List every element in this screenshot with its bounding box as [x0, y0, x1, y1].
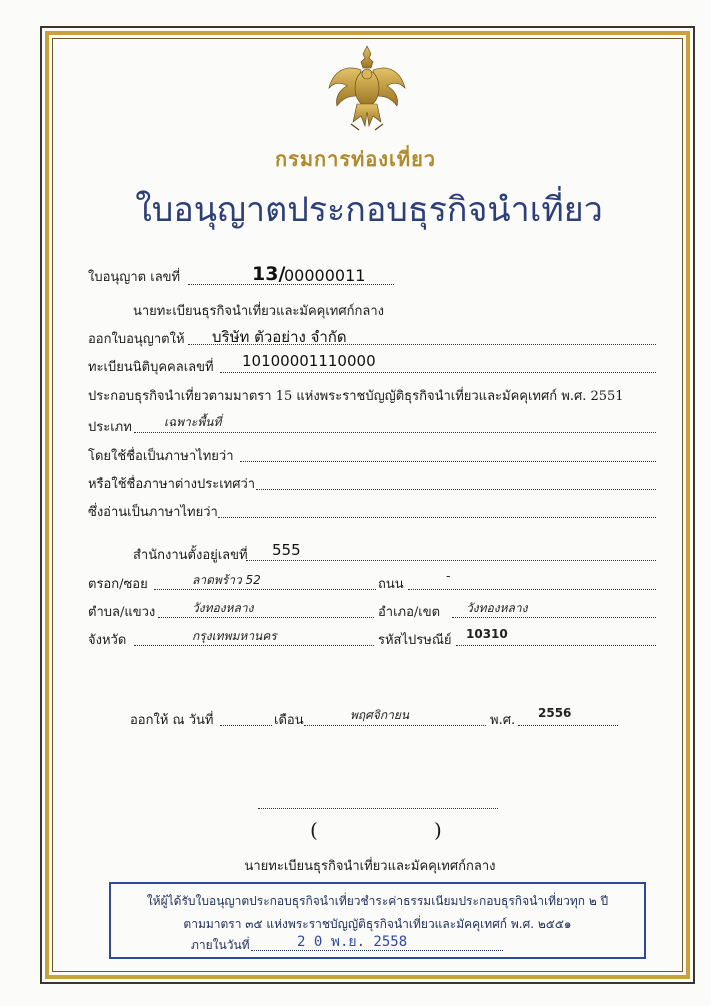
type-line: [134, 432, 656, 433]
issue-year-value: 2556: [538, 706, 572, 720]
soi-label: ตรอก/ซอย: [88, 577, 148, 592]
license-number-label: ใบอนุญาต เลขที่: [88, 270, 181, 285]
foreign-name-line: [256, 489, 656, 490]
reading-line: [218, 517, 656, 518]
issue-month-label: เดือน: [274, 713, 304, 728]
type-value: เฉพาะพื้นที่: [164, 415, 222, 429]
issued-to-value: บริษัท ตัวอย่าง จำกัด: [212, 328, 347, 346]
office-value: 555: [272, 541, 301, 559]
notice-due-label: ภายในวันที่: [191, 938, 250, 952]
issue-year-line: [518, 725, 618, 726]
office-label: สำนักงานตั้งอยู่เลขที่: [133, 548, 248, 563]
notice-line-1: ให้ผู้ได้รับใบอนุญาตประกอบธุรกิจนำเที่ยวชำระค่าธรรมเนียมประกอบธุรกิจนำเที่ยวทุก ๒ ปี: [146, 894, 609, 908]
department-name: กรมการท่องเที่ยว: [274, 147, 437, 171]
province-label: จังหวัด: [88, 633, 127, 648]
subdistrict-line: [158, 617, 374, 618]
soi-line: [154, 589, 376, 590]
license-number-prefix: 13/: [252, 263, 286, 285]
foreign-name-label: หรือใช้ชื่อภาษาต่างประเทศว่า: [88, 477, 256, 492]
signer-title: นายทะเบียนธุรกิจนำเที่ยวและมัคคุเทศก์กลาง: [244, 859, 496, 874]
thai-name-line: [240, 461, 656, 462]
office-line: [246, 560, 656, 561]
signature-close-paren: ): [434, 818, 442, 842]
registrar-line: นายทะเบียนธุรกิจนำเที่ยวและมัคคุเทศก์กลาง: [133, 304, 384, 319]
fee-notice-box: [109, 882, 646, 959]
license-number-value: 00000011: [284, 266, 366, 285]
thai-name-label: โดยใช้ชื่อเป็นภาษาไทยว่า: [88, 449, 234, 464]
postcode-value: 10310: [466, 627, 508, 641]
signature-open-paren: (: [310, 818, 318, 842]
district-label: อำเภอ/เขต: [378, 605, 441, 620]
juristic-number-line: [220, 372, 656, 373]
road-label: ถนน: [378, 577, 404, 592]
reading-label: ซึ่งอ่านเป็นภาษาไทยว่า: [88, 505, 218, 520]
subdistrict-label: ตำบล/แขวง: [88, 605, 156, 620]
postcode-label: รหัสไปรษณีย์: [378, 633, 452, 648]
notice-line-2: ตามมาตรา ๓๕ แห่งพระราชบัญญัติธุรกิจนำเที่ยวและมัคคุเทศก์ พ.ศ. ๒๕๕๑: [183, 917, 572, 931]
soi-value: ลาดพร้าว 52: [192, 573, 261, 587]
road-line: [408, 589, 656, 590]
juristic-number-label: ทะเบียนนิติบุคคลเลขที่: [88, 360, 214, 375]
issue-day-line: [220, 725, 272, 726]
type-label: ประเภท: [88, 420, 132, 435]
province-value: กรุงเทพมหานคร: [192, 629, 277, 643]
issue-month-line: [304, 725, 486, 726]
garuda-emblem-icon: [325, 42, 409, 134]
issue-date-label: ออกให้ ณ วันที่: [130, 713, 214, 728]
issued-to-label: ออกใบอนุญาตให้: [88, 332, 185, 347]
document-title: ใบอนุญาตประกอบธุรกิจนำเที่ยว: [135, 190, 603, 230]
juristic-number-value: 10100001110000: [242, 352, 376, 370]
district-value: วังทองหลาง: [466, 601, 528, 615]
notice-due-stamp: 2 0 พ.ย. 2558: [297, 934, 408, 950]
subdistrict-value: วังทองหลาง: [192, 601, 254, 615]
issue-month-value: พฤศจิกายน: [350, 708, 410, 722]
signature-line: [258, 808, 498, 809]
road-value: -: [446, 569, 451, 583]
act-line: ประกอบธุรกิจนำเที่ยวตามมาตรา 15 แห่งพระราชบัญญัติธุรกิจนำเที่ยวและมัคคุเทศก์ พ.ศ. 2551: [88, 389, 624, 404]
postcode-line: [456, 645, 656, 646]
issue-year-label: พ.ศ.: [490, 713, 516, 728]
